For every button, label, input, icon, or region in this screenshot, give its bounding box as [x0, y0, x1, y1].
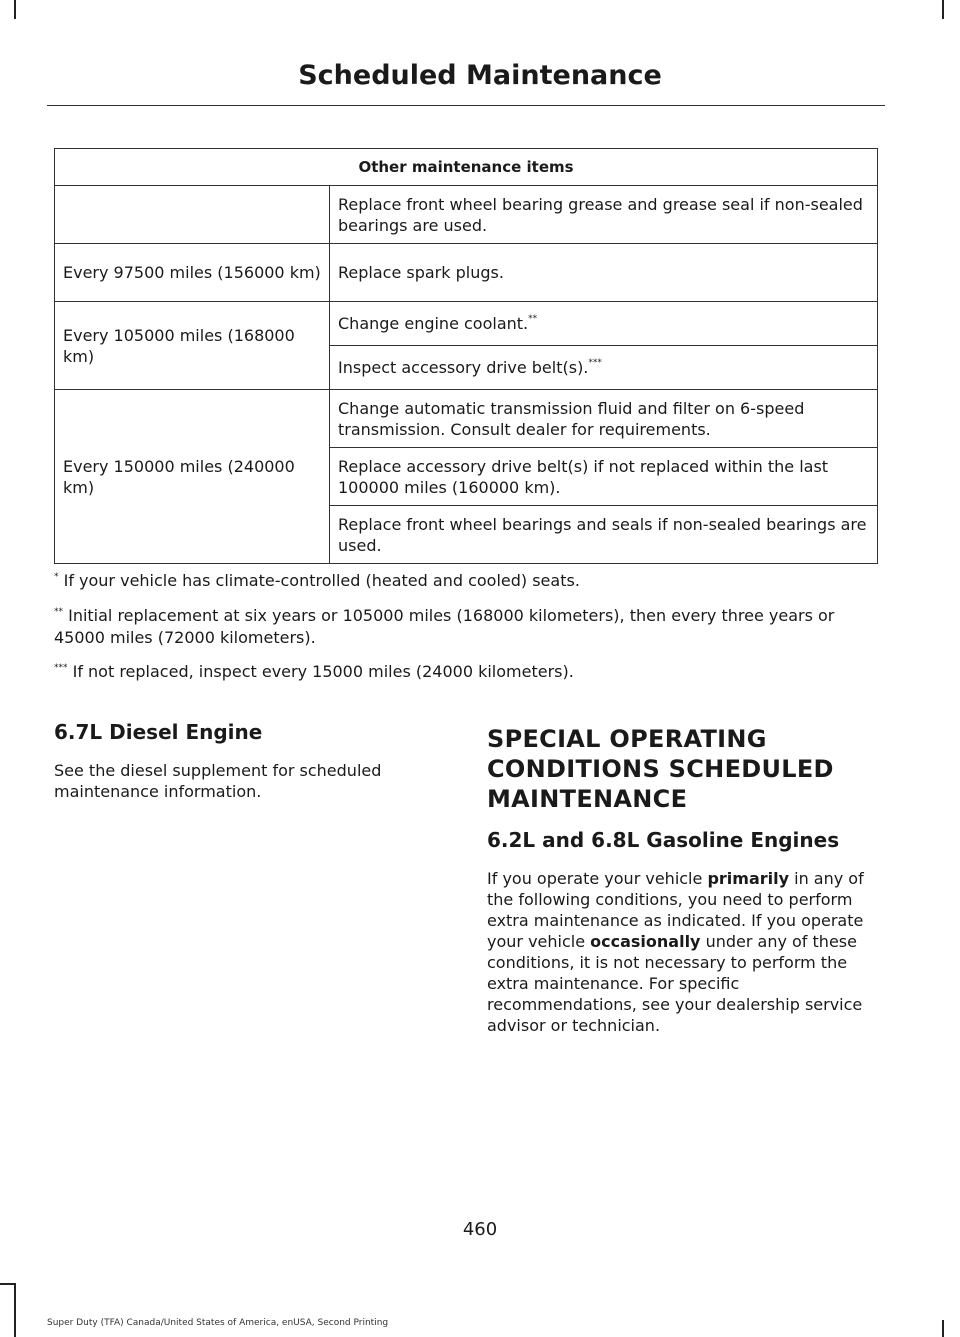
interval-cell: Every 97500 miles (156000 km) [55, 244, 330, 302]
item-text: Replace front wheel bearings and seals if non-sealed bearings are used. [338, 514, 867, 555]
item-text: Replace front wheel bearing grease and grease seal if non-sealed bearings are used. [338, 194, 863, 235]
diesel-heading: 6.7L Diesel Engine [54, 720, 263, 744]
interval-cell: Every 150000 miles (240000 km) [55, 390, 330, 564]
footnote-marker: ** [528, 314, 538, 324]
footnote-marker: *** [588, 358, 602, 368]
table-row [55, 186, 878, 244]
interval-cell: Every 105000 miles (168000 km) [55, 302, 330, 390]
crop-mark-bottom-left-h [0, 1283, 16, 1285]
gasoline-heading: 6.2L and 6.8L Gasoline Engines [487, 828, 840, 852]
item-text: Change automatic transmission fluid and filter on 6-speed transmission. Consult dealer for requirements. [338, 398, 805, 439]
gasoline-body: If you operate your vehicle primarily in any of the following conditions, you need to perform extra maintenance as indicated. If you operate your vehicle occasionally under any of these conditions, it is not necessary to perform the extra maintenance. For specific recommendations, see your dealership service advisor or technician. [487, 869, 864, 1035]
special-conditions-heading: SPECIAL OPERATING CONDITIONS SCHEDULED MAINTENANCE [487, 725, 834, 813]
item-text: Change engine coolant. [338, 314, 529, 333]
item-text: Replace accessory drive belt(s) if not replaced within the last 100000 miles (160000 km). [338, 456, 829, 497]
footnote-2: ** Initial replacement at six years or 105000 miles (168000 kilometers), then every three years or 45000 miles (72000 kilometers). [54, 606, 835, 647]
item-text: Replace spark plugs. [338, 263, 504, 282]
table-row [55, 302, 878, 346]
interval-cell [55, 186, 330, 244]
item-text: Inspect accessory drive belt(s). [338, 358, 589, 377]
item-cell [330, 244, 878, 302]
header-divider [47, 105, 885, 106]
footnote-1: * If your vehicle has climate-controlled (heated and cooled) seats. [54, 571, 580, 590]
item-cell [330, 448, 878, 506]
footnote-3: *** If not replaced, inspect every 15000 miles (24000 kilometers). [54, 662, 574, 681]
page-number: 460 [462, 1219, 498, 1240]
item-cell [330, 346, 878, 390]
item-cell [330, 186, 878, 244]
item-cell [330, 506, 878, 564]
maintenance-table [54, 148, 878, 564]
crop-mark-top-left-v [14, 0, 16, 19]
footer-text: Super Duty (TFA) Canada/United States of America, enUSA, Second Printing [47, 1318, 389, 1328]
item-cell [330, 302, 878, 346]
table-row [55, 244, 878, 302]
item-cell [330, 390, 878, 448]
page-title: Scheduled Maintenance [298, 60, 662, 91]
crop-mark-bottom-right-v [942, 1320, 944, 1337]
table-row [55, 390, 878, 448]
diesel-body: See the diesel supplement for scheduled maintenance information. [54, 761, 382, 801]
crop-mark-top-right-v [942, 0, 944, 19]
crop-mark-bottom-left-v [14, 1283, 16, 1337]
table-header: Other maintenance items [55, 149, 878, 186]
